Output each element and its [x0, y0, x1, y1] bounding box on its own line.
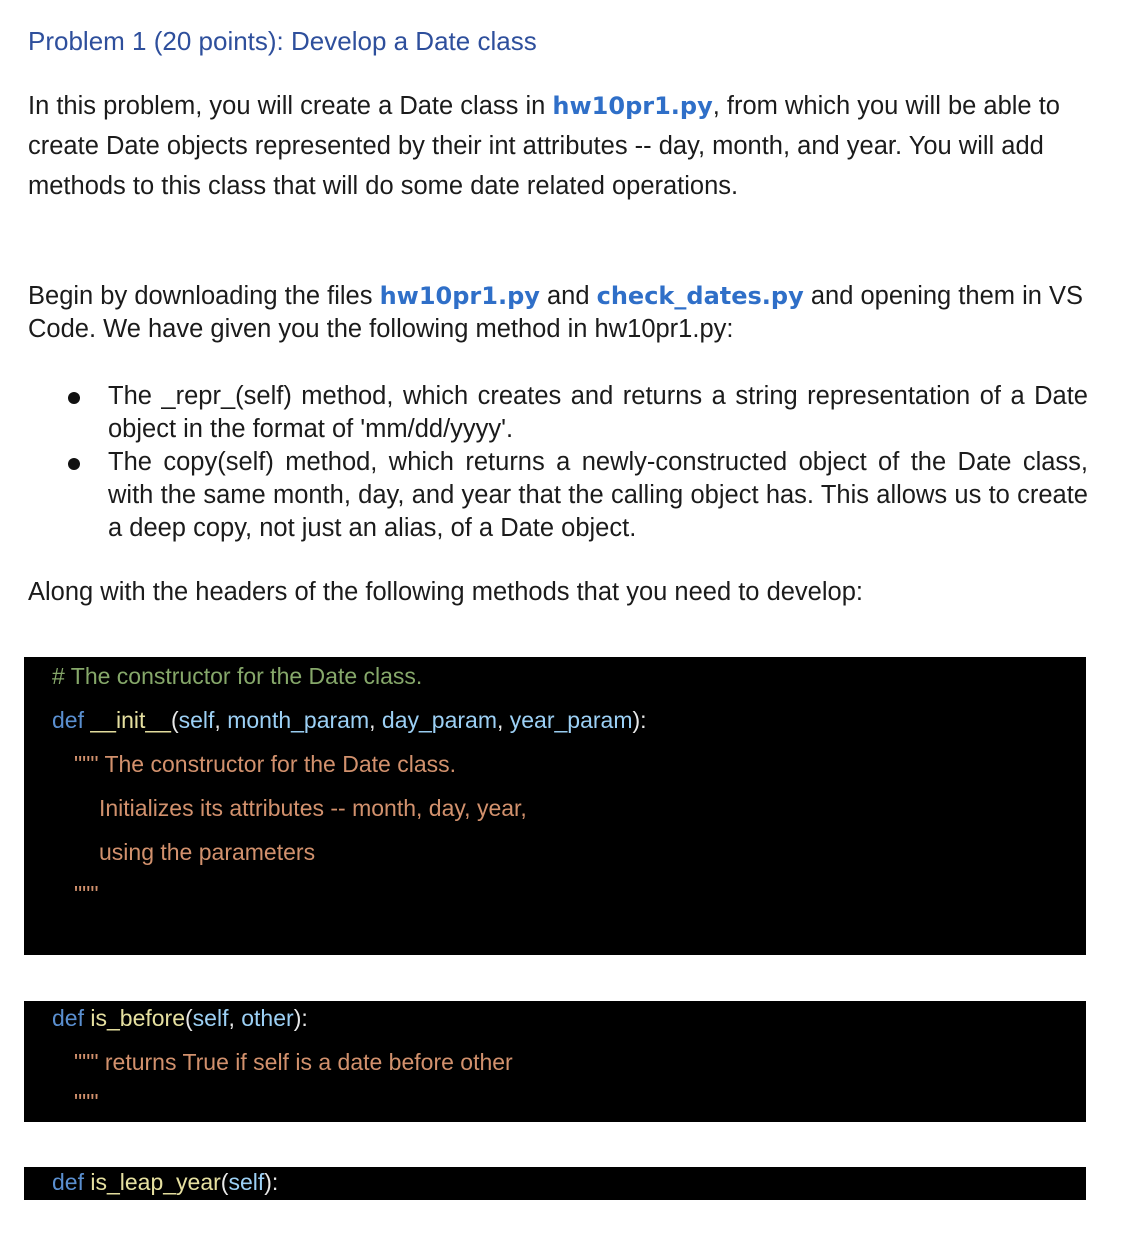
- code-block-is-leap-year: [24, 1167, 1086, 1200]
- code-docstring: """ returns True if self is a date before other: [74, 1049, 513, 1075]
- page-title: Problem 1 (20 points): Develop a Date class: [28, 26, 537, 56]
- file-name-hw10pr1: hw10pr1.py: [379, 282, 540, 310]
- code-docstring: Initializes its attributes -- month, day, year,: [99, 795, 527, 821]
- code-block-is-before: [24, 1001, 1086, 1122]
- code-def-is-leap-year: def is_leap_year(self):: [52, 1169, 279, 1195]
- code-def-init: def __init__(self, month_param, day_param, year_param):: [52, 707, 647, 733]
- list-item: The copy(self) method, which returns a newly-constructed object of the Date class, with the same month, day, and year that the calling object has. This allows us to create a deep copy, not just an alias, of a Date object.: [58, 446, 1088, 545]
- methods-intro: Along with the headers of the following methods that you need to develop:: [28, 578, 863, 606]
- file-name-check-dates: check_dates.py: [596, 282, 804, 310]
- given-methods-list: [58, 380, 1088, 545]
- file-name-hw10pr1: hw10pr1.py: [552, 92, 713, 120]
- intro-paragraph: In this problem, you will create a Date class in hw10pr1.py, from which you will be able to create Date objects represented by their int attributes -- day, month, and year. You will add methods to this class that will do some date related operations.: [28, 92, 1060, 200]
- code-comment: # The constructor for the Date class.: [52, 663, 423, 689]
- code-def-is-before: def is_before(self, other):: [52, 1005, 308, 1031]
- bullet-icon: [68, 458, 80, 470]
- code-docstring: using the parameters: [99, 839, 316, 865]
- begin-paragraph: Begin by downloading the files hw10pr1.py and check_dates.py and opening them in VS Code. We have given you the following method in hw10pr1.py:: [28, 282, 1084, 343]
- code-docstring-end: """: [74, 1089, 99, 1115]
- list-item: The _repr_(self) method, which creates and returns a string representation of a Date object in the format of 'mm/dd/yyyy'.: [58, 380, 1088, 446]
- code-block-init: [24, 657, 1086, 955]
- code-docstring: """ The constructor for the Date class.: [74, 751, 457, 777]
- bullet-icon: [68, 392, 80, 404]
- code-docstring-end: """: [74, 881, 99, 907]
